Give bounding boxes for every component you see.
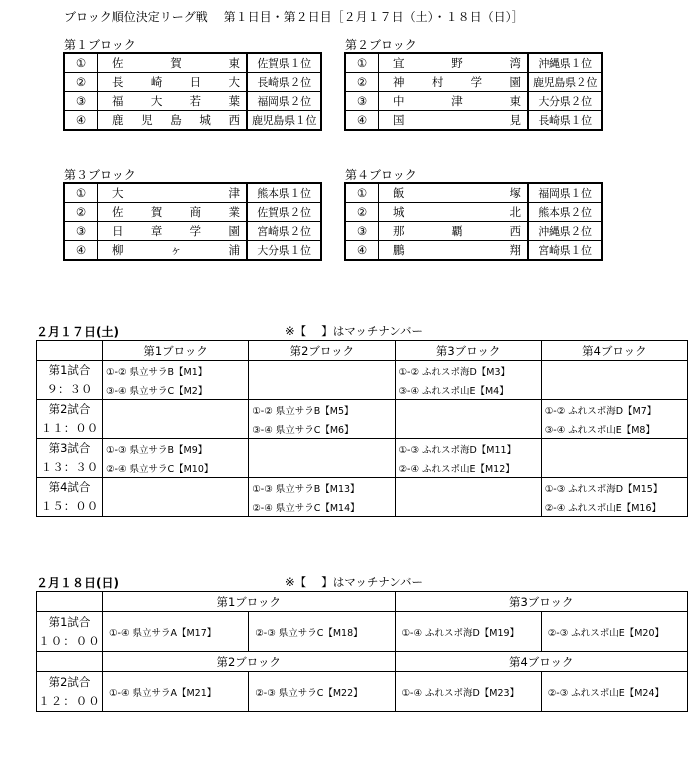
- team-rank: 大分県２位: [528, 92, 602, 111]
- corner-cell: [37, 652, 103, 672]
- team-num: ①: [65, 184, 98, 203]
- team-rank: 福岡県１位: [528, 184, 602, 203]
- team-rank: 鹿児島県２位: [528, 73, 602, 92]
- match-cell: ①-④ 県立サラA【M17】: [103, 612, 249, 652]
- game-time: １１：００: [37, 419, 103, 439]
- team-name: 国見: [379, 111, 529, 130]
- team-num: ④: [346, 241, 379, 260]
- day1-schedule-table: [36, 340, 688, 517]
- match-cell: [103, 478, 249, 498]
- match-cell: [395, 478, 541, 498]
- table-row: [65, 241, 321, 260]
- team-rank: 宮崎県２位: [247, 222, 321, 241]
- team-rank: 佐賀県２位: [247, 203, 321, 222]
- match-cell: ①-④ 県立サラA【M21】: [103, 672, 249, 712]
- team-rank: 宮崎県１位: [528, 241, 602, 260]
- team-rank: 福岡県２位: [247, 92, 321, 111]
- match-cell: [395, 497, 541, 517]
- table-row: [346, 222, 602, 241]
- team-num: ④: [65, 111, 98, 130]
- team-num: ③: [65, 222, 98, 241]
- team-rank: 大分県１位: [247, 241, 321, 260]
- team-num: ②: [346, 203, 379, 222]
- game-label: 第2試合: [37, 400, 103, 420]
- match-cell: [541, 458, 687, 478]
- match-cell: ①-② 県立サラB【M5】: [249, 400, 395, 420]
- match-cell: [103, 400, 249, 420]
- table-row: [37, 419, 688, 439]
- match-cell: [103, 419, 249, 439]
- team-num: ①: [346, 54, 379, 73]
- team-num: ④: [346, 111, 379, 130]
- match-cell: ②-④ 県立サラC【M10】: [103, 458, 249, 478]
- table-row: [346, 241, 602, 260]
- game-label: 第4試合: [37, 478, 103, 498]
- match-cell: [249, 439, 395, 459]
- block-table: [64, 183, 321, 260]
- block-table: [64, 53, 321, 130]
- slot-game2: [37, 672, 103, 712]
- block-label: 第４ブロック: [345, 168, 417, 182]
- team-name: 鹿児島城西: [98, 111, 248, 130]
- team-name: 那覇西: [379, 222, 529, 241]
- table-row: [65, 111, 321, 130]
- team-num: ②: [346, 73, 379, 92]
- game-label: 第3試合: [37, 439, 103, 459]
- match-cell: ①-③ 県立サラB【M13】: [249, 478, 395, 498]
- match-cell: [541, 361, 687, 381]
- table-row: [346, 203, 602, 222]
- table-row: [65, 184, 321, 203]
- header-block3: 第3ブロック: [395, 592, 688, 612]
- match-cell: [249, 361, 395, 381]
- table-row: [37, 380, 688, 400]
- match-cell: ②-③ ふれスポ山E【M24】: [541, 672, 687, 712]
- header-block4: 第4ブロック: [395, 652, 688, 672]
- team-name: 日章学園: [98, 222, 248, 241]
- table-row: [37, 478, 688, 498]
- team-num: ③: [346, 92, 379, 111]
- match-cell: ①-③ 県立サラB【M9】: [103, 439, 249, 459]
- header-block2: 第2ブロック: [103, 652, 396, 672]
- team-num: ①: [65, 54, 98, 73]
- day2-schedule-table: [36, 591, 688, 712]
- block-label: 第２ブロック: [345, 38, 417, 52]
- match-cell: [395, 419, 541, 439]
- team-num: ②: [65, 203, 98, 222]
- team-name: 城北: [379, 203, 529, 222]
- team-rank: 沖縄県２位: [528, 222, 602, 241]
- team-rank: 鹿児島県１位: [247, 111, 321, 130]
- team-rank: 沖縄県１位: [528, 54, 602, 73]
- match-cell: [541, 380, 687, 400]
- table-row: [346, 111, 602, 130]
- team-name: 長崎日大: [98, 73, 248, 92]
- day1-note: ※【 】はマッチナンバー: [285, 324, 423, 338]
- match-cell: ②-③ 県立サラC【M18】: [249, 612, 395, 652]
- block-label: 第１ブロック: [64, 38, 136, 52]
- game-time: １５：００: [37, 497, 103, 517]
- table-row: [37, 400, 688, 420]
- team-name: 神村学園: [379, 73, 529, 92]
- table-row: [37, 439, 688, 459]
- match-cell: ③-④ 県立サラC【M2】: [103, 380, 249, 400]
- match-cell: [103, 497, 249, 517]
- header-block1: 第1ブロック: [103, 592, 396, 612]
- match-cell: ①-④ ふれスポ海D【M23】: [395, 672, 541, 712]
- header-block3: 第3ブロック: [395, 341, 541, 361]
- table-row: [37, 361, 688, 381]
- team-num: ③: [65, 92, 98, 111]
- match-cell: ②-④ ふれスポ山E【M16】: [541, 497, 687, 517]
- match-cell: [249, 458, 395, 478]
- team-name: 福大若葉: [98, 92, 248, 111]
- table-row: [65, 222, 321, 241]
- team-rank: 長崎県１位: [528, 111, 602, 130]
- match-cell: ①-③ ふれスポ海D【M15】: [541, 478, 687, 498]
- match-cell: ①-③ ふれスポ海D【M11】: [395, 439, 541, 459]
- table-row: [346, 73, 602, 92]
- match-cell: ②-③ ふれスポ山E【M20】: [541, 612, 687, 652]
- header-block2: 第2ブロック: [249, 341, 395, 361]
- match-cell: ①-② ふれスポ海D【M7】: [541, 400, 687, 420]
- match-cell: [395, 400, 541, 420]
- team-name: 柳ヶ浦: [98, 241, 248, 260]
- table-row: [346, 92, 602, 111]
- corner-cell: [37, 341, 103, 361]
- table-row: [65, 54, 321, 73]
- day2-note: ※【 】はマッチナンバー: [285, 575, 423, 589]
- match-cell: [541, 439, 687, 459]
- header-block1: 第1ブロック: [103, 341, 249, 361]
- team-rank: 熊本県２位: [528, 203, 602, 222]
- team-name: 中津東: [379, 92, 529, 111]
- block-table: [345, 53, 602, 130]
- match-cell: ①-② 県立サラB【M1】: [103, 361, 249, 381]
- page-title: ブロック順位決定リーグ戦 第１日目・第２日目［２月１７日（土）・１８日（日）］: [64, 10, 524, 24]
- match-cell: [249, 380, 395, 400]
- match-cell: ①-④ ふれスポ海D【M19】: [395, 612, 541, 652]
- team-rank: 佐賀県１位: [247, 54, 321, 73]
- day1-title: ２月１７日(土): [36, 325, 119, 339]
- block-table: [345, 183, 602, 260]
- game-time: １２：００: [38, 693, 101, 708]
- day2-title: ２月１８日(日): [36, 576, 119, 590]
- team-rank: 熊本県１位: [247, 184, 321, 203]
- table-row: [65, 203, 321, 222]
- team-name: 佐賀商業: [98, 203, 248, 222]
- match-cell: ③-④ ふれスポ山E【M8】: [541, 419, 687, 439]
- match-cell: ③-④ ふれスポ山E【M4】: [395, 380, 541, 400]
- table-row: [65, 73, 321, 92]
- team-num: ②: [65, 73, 98, 92]
- game-time: １０：００: [38, 633, 101, 648]
- team-num: ①: [346, 184, 379, 203]
- team-num: ④: [65, 241, 98, 260]
- slot-game1: [37, 612, 103, 652]
- table-row: [65, 92, 321, 111]
- corner-cell: [37, 592, 103, 612]
- match-cell: ②-④ ふれスポ山E【M12】: [395, 458, 541, 478]
- table-row: [37, 458, 688, 478]
- block-label: 第３ブロック: [64, 168, 136, 182]
- match-cell: ②-④ 県立サラC【M14】: [249, 497, 395, 517]
- team-name: 宜野湾: [379, 54, 529, 73]
- team-rank: 長崎県２位: [247, 73, 321, 92]
- table-row: [346, 54, 602, 73]
- team-name: 鵬翔: [379, 241, 529, 260]
- team-name: 佐賀東: [98, 54, 248, 73]
- match-cell: ③-④ 県立サラC【M6】: [249, 419, 395, 439]
- match-cell: ①-② ふれスポ海D【M3】: [395, 361, 541, 381]
- team-num: ③: [346, 222, 379, 241]
- game-label: 第1試合: [37, 361, 103, 381]
- game-label: 第1試合: [48, 614, 91, 629]
- game-label: 第2試合: [48, 674, 91, 689]
- header-block4: 第4ブロック: [541, 341, 687, 361]
- game-time: １３：３０: [37, 458, 103, 478]
- team-name: 飯塚: [379, 184, 529, 203]
- table-row: [37, 497, 688, 517]
- table-row: [346, 184, 602, 203]
- team-name: 大津: [98, 184, 248, 203]
- game-time: ９：３０: [37, 380, 103, 400]
- match-cell: ②-③ 県立サラC【M22】: [249, 672, 395, 712]
